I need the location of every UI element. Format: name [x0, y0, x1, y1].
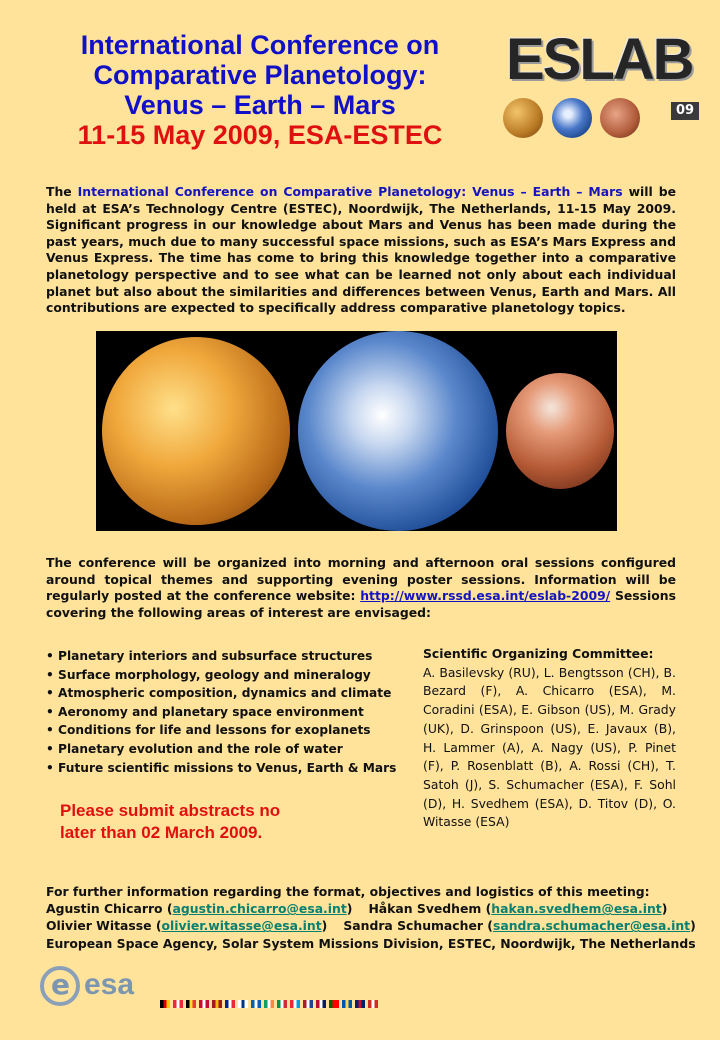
email-link[interactable]: hakan.svedhem@esa.int — [491, 901, 662, 917]
contact-line-2 — [46, 917, 696, 934]
email-link[interactable]: agustin.chicarro@esa.int — [172, 901, 347, 917]
intro-prefix: The — [46, 184, 78, 199]
esa-logo-letter: e — [51, 968, 70, 1001]
planets-image — [96, 331, 617, 531]
conference-title — [20, 30, 500, 150]
contact-line-1 — [46, 900, 696, 917]
organizing-committee — [423, 645, 676, 832]
abstract-deadline — [60, 800, 360, 844]
flag-icon — [368, 1000, 378, 1008]
list-item: • Future scientific missions to Venus, Earth & Mars — [46, 759, 416, 778]
list-item: • Conditions for life and lessons for exoplanets — [46, 721, 416, 740]
list-item: • Planetary evolution and the role of water — [46, 740, 416, 759]
flag-icon — [251, 1000, 261, 1008]
flag-icon — [186, 1000, 196, 1008]
mars-image — [506, 373, 614, 489]
footer-intro: For further information regarding the format, objectives and logistics of this meeting: — [46, 884, 650, 899]
contact-info — [46, 883, 696, 952]
title-line-2: Comparative Planetology: — [93, 60, 427, 90]
email-link[interactable]: olivier.witasse@esa.int — [161, 918, 322, 934]
flag-icon — [355, 1000, 365, 1008]
contact-name: Håkan Svedhem ( — [368, 901, 492, 917]
committee-members: A. Basilevsky (RU), L. Bengtsson (CH), B. Bezard (F), A. Chicarro (ESA), M. Coradini (ESA), E. Gibson (US), M. Grady (UK), D. Grinspoon (US), E. Javaux (B), H. Lammer (A), A. Nagy (US), P. Pinet (F), P. Rosenblatt (B), A. Rossi (CH), T. Satoh (J), S. Schumacher (ESA), F. Sohl (D), H. Svedhem (ESA), D. Titov (D), O. Witasse (ESA) — [423, 664, 676, 830]
contact-name: Agustin Chicarro ( — [46, 901, 173, 917]
mars-icon — [600, 98, 640, 138]
sessions-text-before: The conference will be organized into morning and afternoon oral sessions configured around topical themes and supporting evening poster sessions. Information will be regularly posted at the conference website: — [46, 555, 676, 604]
list-item: • Surface morphology, geology and mineralogy — [46, 666, 416, 685]
email-link[interactable]: sandra.schumacher@esa.int — [492, 918, 691, 934]
abstract-deadline-line-1: Please submit abstracts no — [60, 801, 281, 820]
earth-image — [298, 331, 498, 531]
intro-text: will be held at ESA’s Technology Centre (ESTEC), Noordwijk, The Netherlands, 11-15 May 2009. Significant progress in our knowledge about Mars and Venus has been made during the past years, much due to many successful space missions, such as ESA’s Mars Express and Venus Express. The time has come to bring this knowledge together into a comparative planetology perspective and to see what can be learned not only about each individual planet but also about the similarities and differences between Venus, Earth and Mars. All contributions are expected to specifically address comparative planetology topics. — [46, 184, 677, 316]
flag-icon — [173, 1000, 183, 1008]
conference-name: International Conference on Comparative Planetology: Venus – Earth – Mars — [77, 184, 623, 199]
committee-title: Scientific Organizing Committee: — [423, 646, 654, 661]
flag-icon — [264, 1000, 274, 1008]
flag-icon — [277, 1000, 287, 1008]
flag-icon — [303, 1000, 313, 1008]
flag-icon — [290, 1000, 300, 1008]
flag-icon — [342, 1000, 352, 1008]
eslab-logo-year: 09 — [671, 102, 699, 120]
flag-icon — [316, 1000, 326, 1008]
conference-dates: 11-15 May 2009, ESA-ESTEC — [77, 120, 443, 150]
contact-name: Olivier Witasse ( — [46, 918, 162, 934]
title-line-3: Venus – Earth – Mars — [124, 90, 396, 120]
list-item: • Aeronomy and planetary space environment — [46, 703, 416, 722]
title-line-1: International Conference on — [80, 30, 440, 60]
flag-icon — [225, 1000, 235, 1008]
venus-icon — [503, 98, 543, 138]
close-paren: ) — [661, 901, 668, 917]
sessions-text-after: Sessions covering the following areas of interest are envisaged: — [46, 588, 676, 620]
flag-icon — [212, 1000, 222, 1008]
flag-icon — [329, 1000, 339, 1008]
organization-line: European Space Agency, Solar System Missions Division, ESTEC, Noordwijk, The Netherlands — [46, 935, 696, 951]
list-item: • Atmospheric composition, dynamics and climate — [46, 684, 416, 703]
sessions-paragraph — [46, 555, 676, 621]
earth-icon — [552, 98, 592, 138]
eslab-logo — [500, 24, 705, 144]
topics-list — [46, 647, 416, 777]
flag-icon — [199, 1000, 209, 1008]
flag-icon — [160, 1000, 170, 1008]
venus-image — [102, 337, 290, 525]
esa-logo-text: esa — [84, 968, 135, 1001]
close-paren: ) — [346, 901, 353, 917]
list-item: • Planetary interiors and subsurface structures — [46, 647, 416, 666]
abstract-deadline-line-2: later than 02 March 2009. — [60, 823, 263, 842]
eslab-logo-word: ESLAB — [506, 27, 693, 92]
close-paren: ) — [690, 918, 696, 934]
conference-website-link[interactable]: http://www.rssd.esa.int/eslab-2009/ — [360, 588, 611, 604]
flag-icon — [238, 1000, 248, 1008]
esa-logo — [40, 966, 160, 1010]
close-paren: ) — [321, 918, 328, 934]
member-state-flags — [160, 1000, 378, 1009]
intro-paragraph — [46, 184, 676, 317]
contact-name: Sandra Schumacher ( — [343, 918, 493, 934]
